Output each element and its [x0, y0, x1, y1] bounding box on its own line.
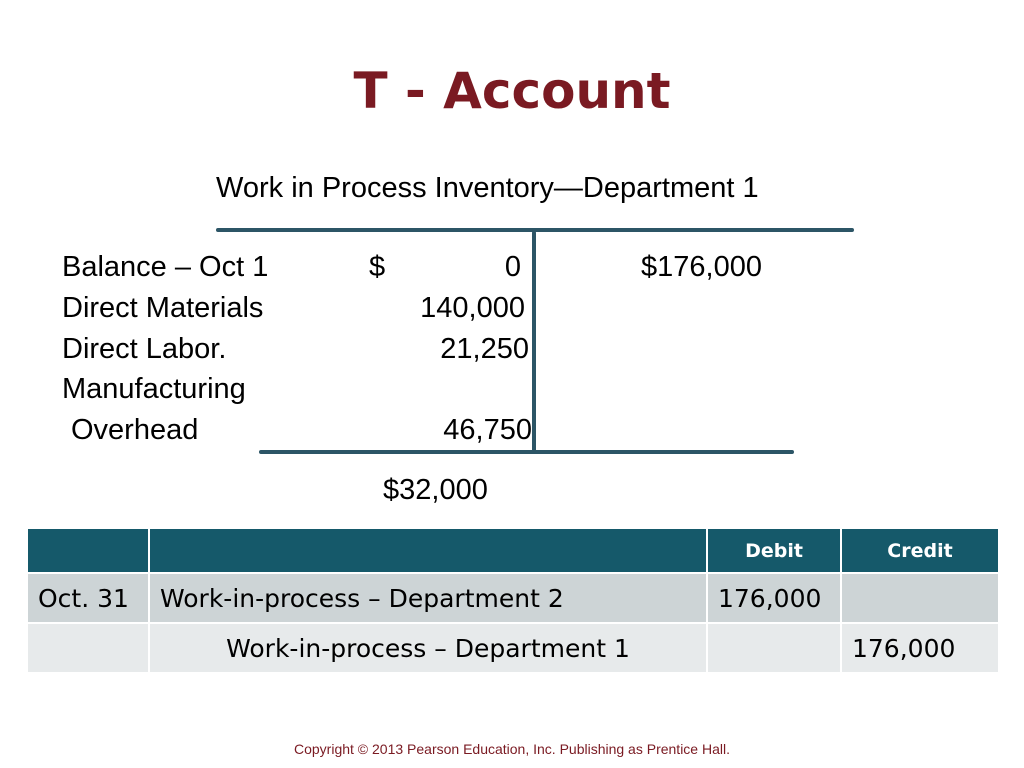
journal-entry-table — [26, 527, 1000, 674]
direct-materials-value: 140,000 — [420, 292, 525, 324]
balance-dollar-sign: $ — [369, 251, 386, 283]
table-row — [27, 623, 999, 673]
overhead-value: 46,750 — [443, 414, 532, 446]
account-cell: Work-in-process – Department 2 — [149, 573, 707, 623]
header-date — [27, 528, 149, 573]
t-account-center-line — [532, 231, 536, 453]
header-debit: Debit — [707, 528, 841, 573]
account-cell: Work-in-process – Department 1 — [149, 623, 707, 673]
date-cell — [27, 623, 149, 673]
credit-value: $176,000 — [641, 251, 762, 283]
manufacturing-label: Manufacturing — [62, 373, 246, 405]
t-account-bottom-line — [259, 450, 794, 454]
debit-cell: 176,000 — [707, 573, 841, 623]
balance-label: Balance – Oct 1 — [62, 251, 269, 283]
balance-value: 0 — [504, 251, 521, 283]
table-header-row — [27, 528, 999, 573]
credit-cell — [841, 573, 999, 623]
direct-labor-value: 21,250 — [440, 333, 529, 365]
header-credit: Credit — [841, 528, 999, 573]
ending-balance: $32,000 — [383, 474, 488, 506]
date-cell: Oct. 31 — [27, 573, 149, 623]
account-name: Work in Process Inventory—Department 1 — [216, 172, 759, 204]
table-row — [27, 573, 999, 623]
direct-materials-label: Direct Materials — [62, 292, 264, 324]
copyright-footer: Copyright © 2013 Pearson Education, Inc. Publishing as Prentice Hall. — [293, 741, 730, 757]
header-account — [149, 528, 707, 573]
overhead-label: Overhead — [71, 414, 199, 446]
debit-cell — [707, 623, 841, 673]
credit-cell: 176,000 — [841, 623, 999, 673]
slide-title: T - Account — [353, 62, 671, 120]
direct-labor-label: Direct Labor. — [62, 333, 227, 365]
